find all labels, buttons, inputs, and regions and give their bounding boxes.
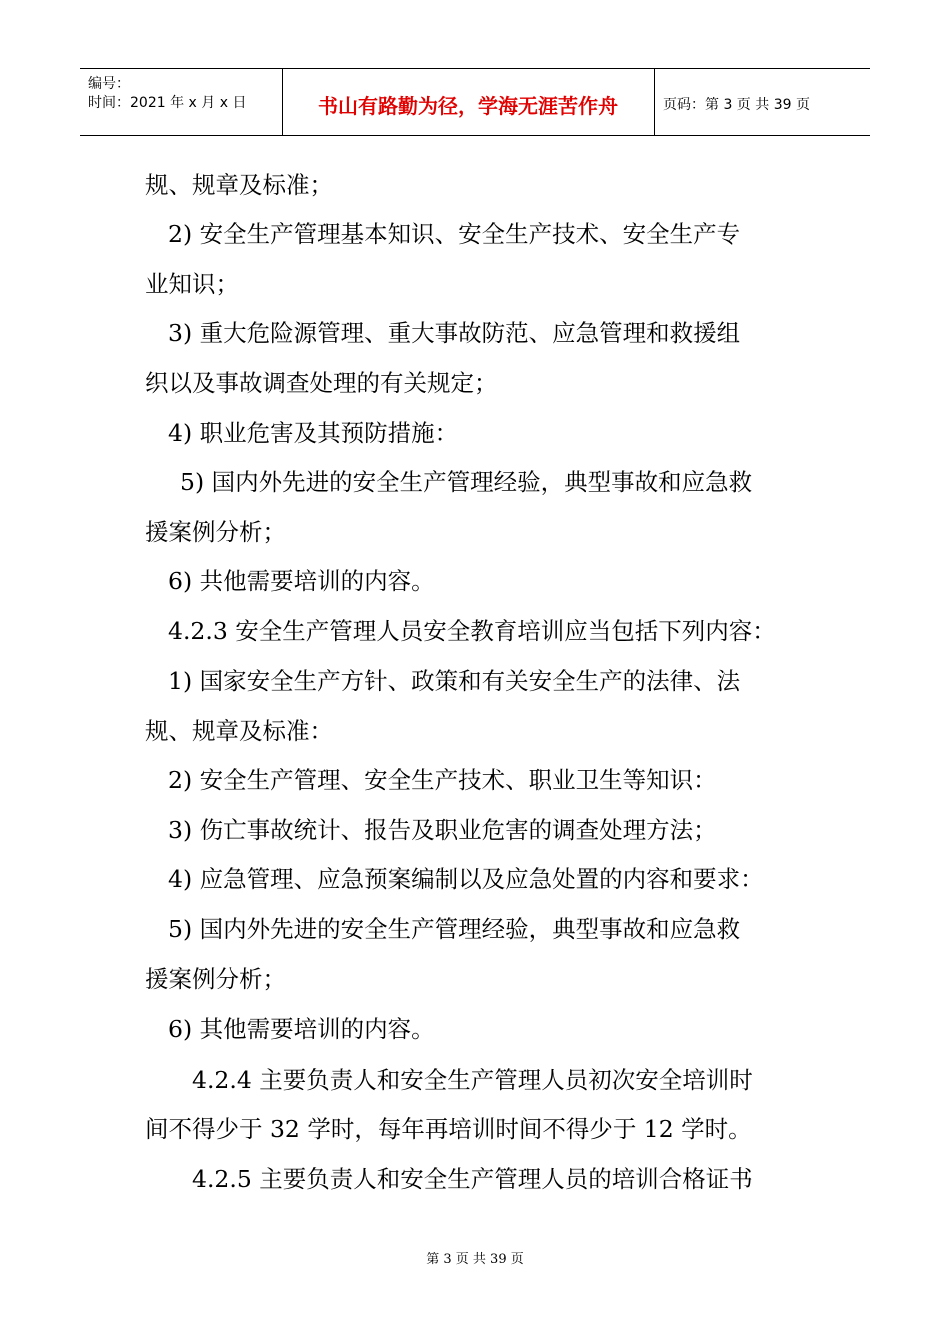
header-motto: 书山有路勤为径，学海无涯苦作舟 — [318, 94, 618, 118]
body-line-19: 4.2.4 主要负责人和安全生产管理人员初次安全培训时 — [192, 1066, 753, 1094]
body-line-20: 间不得少于 32 学时，每年再培训时间不得少于 12 学时。 — [145, 1115, 752, 1143]
header-page-label: 页码：第 3 页 共 39 页 — [663, 97, 810, 113]
header-time-label: 时间：2021 年 x 月 x 日 — [88, 95, 247, 111]
body-line-1: 规、规章及标准； — [145, 171, 333, 199]
header-number-label: 编号： — [88, 76, 130, 92]
body-line-17: 援案例分析； — [145, 965, 286, 993]
body-line-14: 3) 伤亡事故统计、报告及职业危害的调查处理方法； — [168, 816, 717, 844]
body-line-12: 规、规章及标准： — [145, 717, 333, 745]
page-footer: 第 3 页 共 39 页 — [426, 1252, 524, 1267]
body-line-18: 6) 其他需要培训的内容。 — [168, 1015, 435, 1043]
body-line-13: 2) 安全生产管理、安全生产技术、职业卫生等知识： — [168, 766, 717, 794]
body-line-8: 援案例分析； — [145, 518, 286, 546]
body-line-3: 业知识； — [145, 270, 239, 298]
header-top-rule — [80, 68, 870, 69]
header-bottom-rule — [80, 135, 870, 136]
body-line-7: 5) 国内外先进的安全生产管理经验，典型事故和应急救 — [180, 468, 753, 496]
body-line-6: 4) 职业危害及其预防措施： — [168, 419, 459, 447]
body-line-16: 5) 国内外先进的安全生产管理经验，典型事故和应急救 — [168, 915, 741, 943]
body-line-10: 4.2.3 安全生产管理人员安全教育培训应当包括下列内容： — [168, 617, 776, 645]
body-line-11: 1) 国家安全生产方针、政策和有关安全生产的法律、法 — [168, 667, 741, 695]
body-line-4: 3) 重大危险源管理、重大事故防范、应急管理和救援组 — [168, 319, 741, 347]
body-line-21: 4.2.5 主要负责人和安全生产管理人员的培训合格证书 — [192, 1165, 753, 1193]
body-line-5: 织以及事故调查处理的有关规定； — [145, 369, 498, 397]
body-line-9: 6) 共他需要培训的内容。 — [168, 567, 435, 595]
body-line-15: 4) 应急管理、应急预案编制以及应急处置的内容和要求： — [168, 865, 764, 893]
header-divider-right — [654, 68, 655, 136]
body-line-2: 2) 安全生产管理基本知识、安全生产技术、安全生产专 — [168, 220, 741, 248]
